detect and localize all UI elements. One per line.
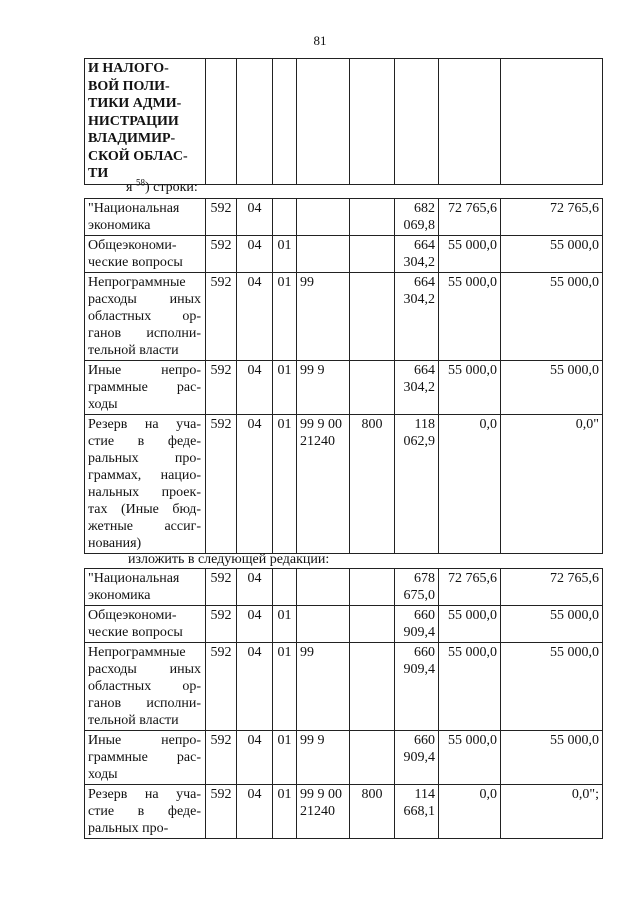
amount-year3-cell: 0,0" (501, 415, 603, 554)
amount-year1-cell: 664 304,2 (395, 273, 439, 361)
caption-rows-label (126, 177, 198, 196)
subsection-cell: 01 (273, 236, 297, 273)
amount-year2-cell: 72 765,6 (439, 569, 501, 606)
amount-year2-cell: 55 000,0 (439, 731, 501, 785)
code-cell: 592 (206, 731, 237, 785)
target-article-cell (297, 236, 350, 273)
department-name-line: ТИКИ АДМИ- (88, 96, 182, 111)
expense-type-cell (350, 643, 395, 731)
department-name-line: ТИ (88, 166, 109, 181)
section-cell: 04 (237, 199, 273, 236)
section-cell: 04 (237, 236, 273, 273)
amount-year1-cell: 682 069,8 (395, 199, 439, 236)
section-cell: 04 (237, 361, 273, 415)
subsection-cell: 01 (273, 273, 297, 361)
target-article-cell: 99 9 00 21240 (297, 785, 350, 839)
empty-cell (297, 59, 350, 185)
empty-cell (395, 59, 439, 185)
amount-year3-cell: 55 000,0 (501, 361, 603, 415)
table-row (85, 361, 603, 415)
amount-year3-cell: 72 765,6 (501, 199, 603, 236)
target-article-cell: 99 (297, 273, 350, 361)
department-name-line: ВЛАДИМИР- (88, 131, 176, 146)
amount-year1-cell: 678 675,0 (395, 569, 439, 606)
amount-year1-cell: 114 668,1 (395, 785, 439, 839)
target-article-cell: 99 9 (297, 731, 350, 785)
row-name-line: "Национальная (88, 571, 180, 586)
expense-type-cell (350, 361, 395, 415)
row-name-line: нальных проек- (88, 485, 201, 500)
code-cell: 592 (206, 199, 237, 236)
code-cell: 592 (206, 785, 237, 839)
code-cell: 592 (206, 415, 237, 554)
row-name-line: Резерв на уча- (88, 417, 201, 432)
row-name-line: стие в феде- (88, 434, 201, 449)
row-name-line: Общеэкономи- (88, 608, 177, 623)
table-row (85, 199, 603, 236)
target-article-cell (297, 569, 350, 606)
section-cell: 04 (237, 785, 273, 839)
code-cell: 592 (206, 569, 237, 606)
expense-type-cell: 800 (350, 785, 395, 839)
empty-cell (350, 59, 395, 185)
code-cell: 592 (206, 273, 237, 361)
row-name-line: граммах, нацио- (88, 468, 201, 483)
amount-year3-cell: 72 765,6 (501, 569, 603, 606)
row-name-line: тах (Иные бюд- (88, 502, 201, 517)
row-name-line: граммные рас- (88, 380, 201, 395)
target-article-cell: 99 9 (297, 361, 350, 415)
amount-year2-cell: 55 000,0 (439, 643, 501, 731)
section-cell: 04 (237, 606, 273, 643)
amount-year3-cell: 55 000,0 (501, 273, 603, 361)
code-cell: 592 (206, 606, 237, 643)
empty-cell (273, 59, 297, 185)
row-name-line: Непрограммные (88, 645, 186, 660)
empty-cell (501, 59, 603, 185)
table-row (85, 785, 603, 839)
subsection-cell (273, 199, 297, 236)
row-name-line: ганов исполни- (88, 326, 201, 341)
table-row (85, 273, 603, 361)
table-row (85, 731, 603, 785)
row-name-cell (85, 199, 206, 236)
caption-new-edition: изложить в следующей редакции: (128, 552, 330, 567)
section-cell: 04 (237, 273, 273, 361)
row-name-line: ходы (88, 397, 118, 412)
amount-year3-cell: 55 000,0 (501, 643, 603, 731)
code-cell: 592 (206, 643, 237, 731)
amount-year1-cell: 660 909,4 (395, 606, 439, 643)
table-row (85, 606, 603, 643)
row-name-line: "Национальная (88, 201, 180, 216)
table-row (85, 569, 603, 606)
row-name-cell (85, 236, 206, 273)
amount-year3-cell: 55 000,0 (501, 236, 603, 273)
empty-cell (206, 59, 237, 185)
expense-type-cell (350, 273, 395, 361)
amount-year2-cell: 55 000,0 (439, 361, 501, 415)
table-row (85, 236, 603, 273)
row-name-line: экономика (88, 218, 151, 233)
expense-type-cell (350, 236, 395, 273)
amount-year3-cell: 0,0"; (501, 785, 603, 839)
section-cell: 04 (237, 569, 273, 606)
row-name-line: нования) (88, 536, 142, 551)
amount-year2-cell: 0,0 (439, 785, 501, 839)
row-name-line: ческие вопросы (88, 255, 183, 270)
caption-suffix: ) строки: (144, 180, 198, 195)
subsection-cell: 01 (273, 643, 297, 731)
target-article-cell: 99 9 00 21240 (297, 415, 350, 554)
new-budget-table (84, 568, 602, 839)
table-row (85, 643, 603, 731)
amount-year2-cell: 55 000,0 (439, 606, 501, 643)
amount-year2-cell: 55 000,0 (439, 236, 501, 273)
expense-type-cell (350, 731, 395, 785)
row-name-cell (85, 569, 206, 606)
code-cell: 592 (206, 236, 237, 273)
row-name-line: областных ор- (88, 309, 201, 324)
subsection-cell: 01 (273, 731, 297, 785)
row-name-line: областных ор- (88, 679, 201, 694)
department-name-line: НИСТРАЦИИ (88, 113, 179, 129)
old-budget-table (84, 198, 602, 554)
department-name-line: СКОЙ ОБЛАС- (88, 148, 188, 164)
target-article-cell: 99 (297, 643, 350, 731)
section-cell: 04 (237, 643, 273, 731)
department-name-line: ВОЙ ПОЛИ- (88, 78, 170, 94)
empty-cell (439, 59, 501, 185)
subsection-cell: 01 (273, 785, 297, 839)
row-name-cell (85, 415, 206, 554)
row-name-line: экономика (88, 588, 151, 603)
amount-year1-cell: 660 909,4 (395, 731, 439, 785)
row-name-line: расходы иных (88, 662, 201, 677)
subsection-cell (273, 569, 297, 606)
row-name-line: ческие вопросы (88, 625, 183, 640)
row-name-line: расходы иных (88, 292, 201, 307)
department-name-line: И НАЛОГО- (88, 61, 169, 76)
empty-cell (237, 59, 273, 185)
row-name-line: Общеэкономи- (88, 238, 177, 253)
amount-year2-cell: 0,0 (439, 415, 501, 554)
row-name-line: Непрограммные (88, 275, 186, 290)
expense-type-cell (350, 569, 395, 606)
expense-type-cell: 800 (350, 415, 395, 554)
footnote-number: 58 (135, 177, 145, 188)
subsection-cell: 01 (273, 606, 297, 643)
target-article-cell (297, 606, 350, 643)
table-row (85, 415, 603, 554)
row-name-cell (85, 731, 206, 785)
row-name-line: жетные ассиг- (88, 519, 201, 534)
row-name-line: ганов исполни- (88, 696, 201, 711)
amount-year3-cell: 55 000,0 (501, 606, 603, 643)
row-name-cell (85, 606, 206, 643)
expense-type-cell (350, 199, 395, 236)
row-name-cell (85, 361, 206, 415)
row-name-cell (85, 643, 206, 731)
row-name-line: тельной власти (88, 343, 179, 358)
section-cell: 04 (237, 731, 273, 785)
amount-year1-cell: 118 062,9 (395, 415, 439, 554)
caption-prefix: я (126, 180, 133, 195)
amount-year1-cell: 660 909,4 (395, 643, 439, 731)
page-number: 81 (313, 33, 327, 48)
row-name-line: ральных про- (88, 451, 201, 466)
row-name-line: Иные непро- (88, 363, 201, 378)
row-name-cell (85, 273, 206, 361)
row-name-line: граммные рас- (88, 750, 201, 765)
amount-year1-cell: 664 304,2 (395, 236, 439, 273)
subsection-cell: 01 (273, 415, 297, 554)
row-name-line: тельной власти (88, 713, 179, 728)
amount-year2-cell: 55 000,0 (439, 273, 501, 361)
row-name-cell (85, 785, 206, 839)
row-name-line: стие в феде- (88, 804, 201, 819)
code-cell: 592 (206, 361, 237, 415)
expense-type-cell (350, 606, 395, 643)
row-name-line: ходы (88, 767, 118, 782)
row-name-line: Резерв на уча- (88, 787, 201, 802)
amount-year1-cell: 664 304,2 (395, 361, 439, 415)
amount-year2-cell: 72 765,6 (439, 199, 501, 236)
subsection-cell: 01 (273, 361, 297, 415)
row-name-line: ральных про- (88, 821, 169, 836)
target-article-cell (297, 199, 350, 236)
row-name-line: Иные непро- (88, 733, 201, 748)
amount-year3-cell: 55 000,0 (501, 731, 603, 785)
section-cell: 04 (237, 415, 273, 554)
